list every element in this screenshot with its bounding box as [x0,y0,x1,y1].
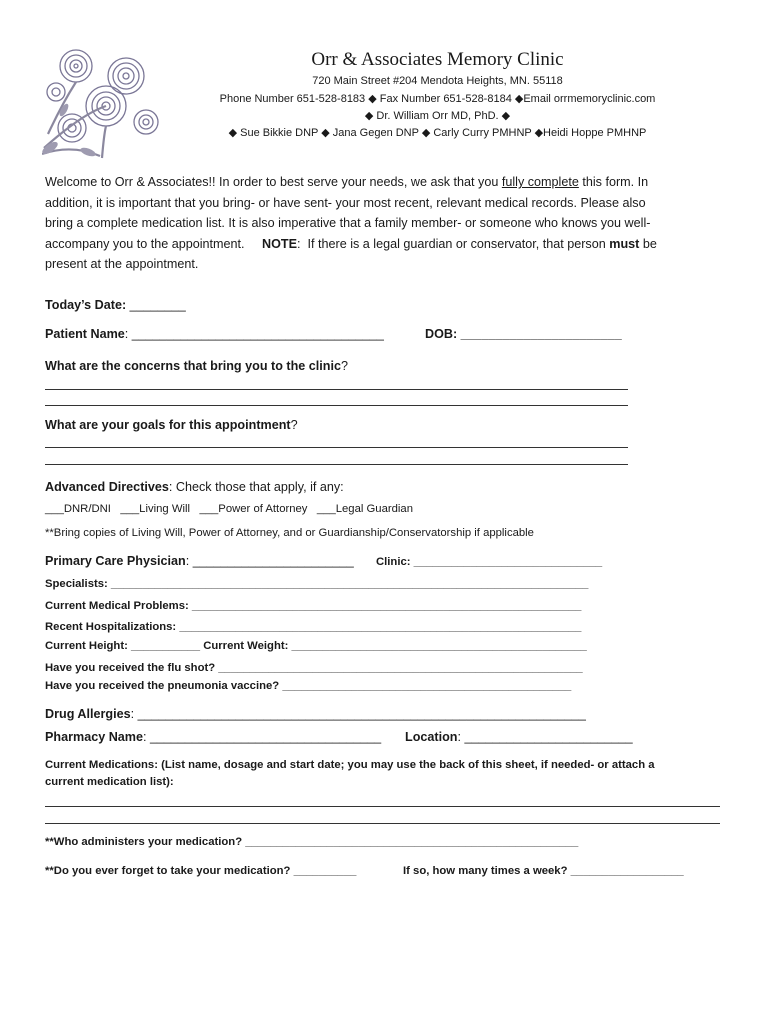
location-field[interactable] [405,730,633,744]
intro-line-4b: : If there is a legal guardian or conservator, that person [297,236,610,251]
advanced-directives-options[interactable]: ___DNR/DNI ___Living Will ___Power of Attorney ___Legal Guardian [45,503,413,515]
concerns-answer-line-2[interactable] [45,405,628,406]
medications-answer-line-1[interactable] [45,806,720,807]
current-medications-label-1: Current Medications: (List name, dosage and start date; you may use the back of this sheet, if needed- or attach a [45,759,655,771]
todays-date-field[interactable] [45,298,186,312]
patient-name-label: Patient Name [45,327,125,341]
goals-answer-line-2[interactable] [45,464,628,465]
clinic-name: Orr & Associates Memory Clinic [311,49,564,70]
clinic-contact: Phone Number 651-528-8183 ◆ Fax Number 651-528-8184 ◆Email orrmemoryclinic.com [219,93,656,105]
goals-qmark: ? [290,418,298,432]
intro-fully-complete: fully complete [501,175,579,189]
clinic-staff: ◆ Sue Bikkie DNP ◆ Jana Gegen DNP ◆ Carly Curry PMHNP ◆Heidi Hoppe PMHNP [228,127,647,139]
todays-date-line[interactable]: ________ [126,298,186,312]
intro-line-5: present at the appointment. [45,257,199,271]
hospitalizations-field[interactable]: Recent Hospitalizations: ________________________________________________________________ [45,621,582,633]
medications-answer-line-2[interactable] [45,823,720,824]
intro-note: NOTE [262,236,298,251]
todays-date-label: Today’s Date: [45,298,127,312]
forget-medication-field[interactable]: **Do you ever forget to take your medication? __________ [45,865,357,877]
drug-allergies-line[interactable]: : ________________________________________________________________ [130,707,586,721]
intro-line-3: bring a complete medication list. It is also imperative that a family member- or someone who knows you well- [45,216,651,230]
pcp-line[interactable]: : _______________________ [185,554,354,568]
intro-line-4a: accompany you to the appointment. [45,236,263,251]
specialists-field[interactable]: Specialists: ____________________________________________________________________________ [45,578,589,590]
intro-line-2: addition, it is important that you bring- or have sent- your most recent, relevant medical records. Please also [45,195,646,210]
advanced-directives-heading [45,480,344,494]
pneumonia-vaccine-field[interactable]: Have you received the pneumonia vaccine? ______________________________________________ [45,680,572,692]
goals-question [45,418,298,432]
pharmacy-label: Pharmacy Name [45,730,144,744]
clinic-field[interactable]: Clinic: ______________________________ [376,556,603,568]
pcp-field[interactable] [45,554,354,568]
intro-line-1a: Welcome to Orr & Associates!! In order to best serve your needs, we ask that you [45,175,502,189]
pcp-label: Primary Care Physician [45,554,186,568]
times-per-week-field[interactable]: If so, how many times a week? __________________ [403,865,684,877]
who-administers-field[interactable]: **Who administers your medication? _____________________________________________________ [45,836,579,848]
dob-field[interactable]: DOB: _______________________ [425,327,622,341]
advanced-directives-label: Advanced Directives [45,480,169,494]
clinic-address: 720 Main Street #204 Mendota Heights, MN. 55118 [312,75,563,87]
concerns-question [45,359,348,373]
concerns-answer-line-1[interactable] [45,389,628,390]
goals-answer-line-1[interactable] [45,447,628,448]
current-medications-label-2: current medication list): [45,776,174,788]
patient-name-line[interactable]: : ____________________________________ [124,327,384,341]
concerns-label: What are the concerns that bring you to the clinic [45,359,341,373]
height-weight-field[interactable]: Current Height: ___________ Current Weight: _______________________________________________ [45,640,587,652]
patient-name-field[interactable] [45,327,384,341]
concerns-qmark: ? [341,359,349,373]
flu-shot-field[interactable]: Have you received the flu shot? __________________________________________________________ [45,662,583,674]
advanced-directives-instruction: : Check those that apply, if any: [168,480,344,494]
goals-label: What are your goals for this appointment [45,418,291,432]
pharmacy-line[interactable]: : _________________________________ [143,730,382,744]
location-label: Location [405,730,458,744]
drug-allergies-label: Drug Allergies [45,707,131,721]
intro-line-4c: be [639,236,657,251]
location-line[interactable]: : ________________________ [457,730,633,744]
medical-problems-field[interactable]: Current Medical Problems: ______________________________________________________________ [45,600,582,612]
intro-must: must [609,236,640,251]
intro-paragraph [45,172,735,275]
intro-line-1b: this form. In [578,175,649,189]
pharmacy-field[interactable] [45,730,381,744]
drug-allergies-field[interactable] [45,707,586,721]
advanced-directives-note: **Bring copies of Living Will, Power of Attorney, and or Guardianship/Conservatorship if applicable [45,527,534,539]
clinic-doctor: ◆ Dr. William Orr MD, PhD. ◆ [364,110,511,122]
